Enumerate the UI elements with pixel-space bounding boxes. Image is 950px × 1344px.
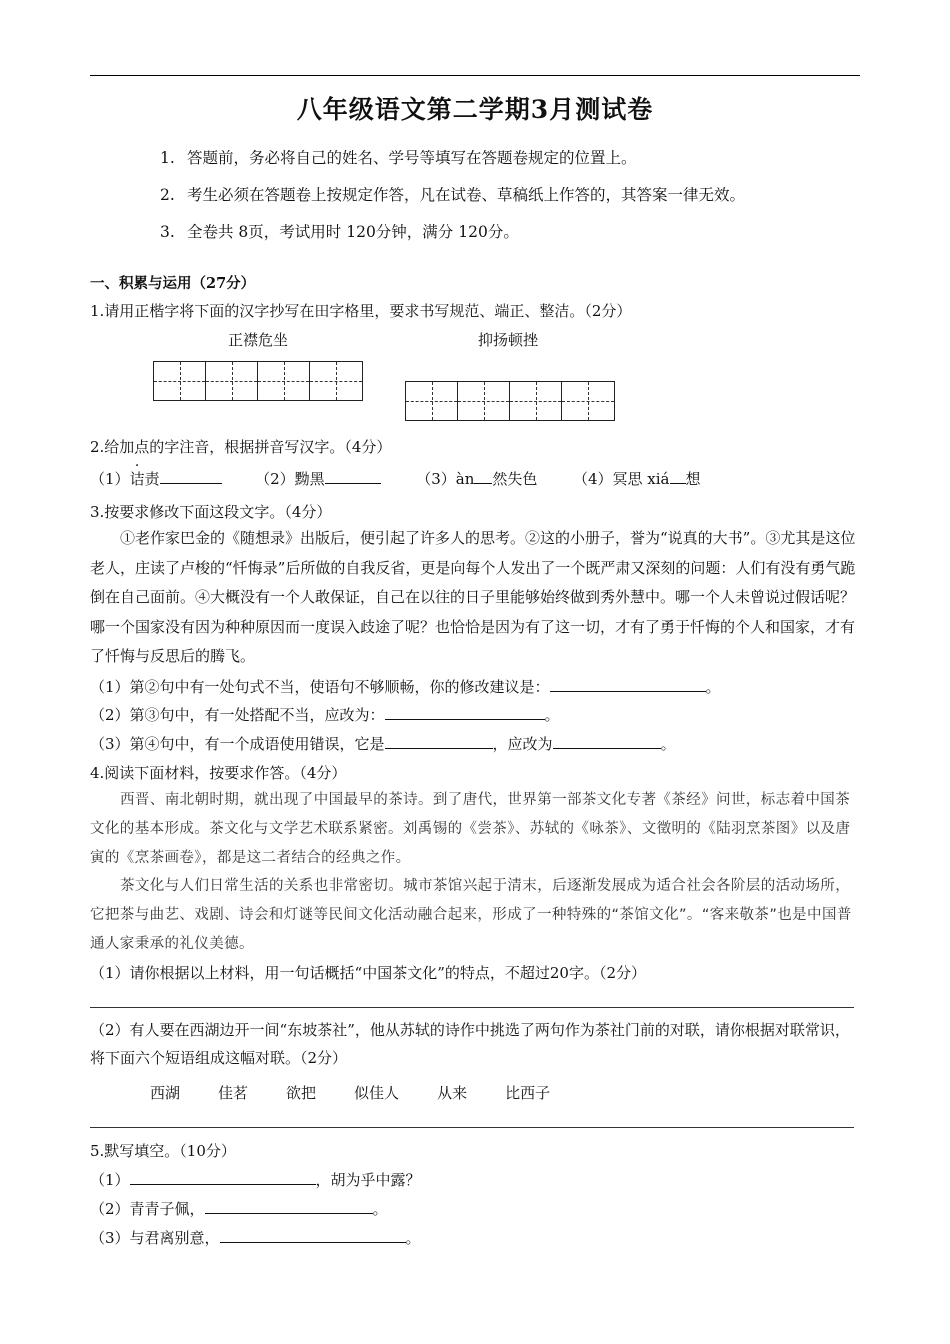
item-text: （3）àn: [416, 470, 475, 488]
writing-grid-1[interactable]: [153, 361, 363, 401]
answer-blank[interactable]: [160, 469, 222, 484]
answer-blank[interactable]: [130, 1170, 316, 1185]
phrase: 佳茗: [218, 1084, 249, 1102]
punct: 。: [544, 706, 560, 724]
copy-word-1: 正襟危坐: [228, 331, 289, 349]
q3-sub-1: [90, 676, 721, 697]
answer-blank[interactable]: [220, 1228, 406, 1243]
q5-item-1: [90, 1169, 421, 1190]
item-text: 想: [685, 470, 701, 488]
answer-blank[interactable]: [385, 734, 493, 749]
answer-blank[interactable]: [550, 677, 706, 692]
phrase: 西湖: [150, 1084, 181, 1102]
answer-line[interactable]: [90, 1127, 854, 1128]
q4-sub-1: （1）请你根据以上材料，用一句话概括“中国茶文化”的特点，不超过20字。（2分）: [90, 964, 647, 982]
answer-blank[interactable]: [670, 469, 686, 484]
question-1: 1.请用正楷字将下面的汉字抄写在田字格里，要求书写规范、端正、整洁。（2分）: [90, 302, 632, 320]
item-text: 然失色: [492, 470, 538, 488]
item-text: （2）黝黑: [255, 470, 325, 488]
item-text: （4）冥思 xiá: [572, 470, 670, 488]
notice-number: 2.: [160, 186, 175, 204]
item-text: （3）与君离别意，: [90, 1229, 220, 1247]
grid-cell[interactable]: [258, 362, 310, 400]
phrase: 比西子: [505, 1084, 551, 1102]
question-4: 4.阅读下面材料，按要求作答。（4分）: [90, 764, 347, 782]
question-2-items: [90, 468, 701, 489]
q4-material-para-2: 茶文化与人们日常生活的关系也非常密切。城市茶馆兴起于清末，后逐渐发展成为适合社会各阶层的活动场所，它把茶与曲艺、戏剧、诗会和灯谜等民间文化活动融合起来，形成了一种特殊的“茶馆文化”。“客来敬茶”也是中国普通人家秉承的礼仪美德。: [90, 878, 852, 952]
punct: 。: [660, 735, 676, 753]
answer-blank[interactable]: [205, 1199, 373, 1214]
item-prefix: （1）: [90, 470, 130, 488]
grid-cell[interactable]: [458, 382, 510, 420]
notice-number: 3.: [160, 223, 175, 241]
q5-item-3: [90, 1227, 421, 1248]
question-2: 2.给加点的字注音，根据拼音写汉字。（4分）: [90, 438, 392, 456]
notice-3: [160, 220, 519, 242]
q5-item-2: [90, 1198, 388, 1219]
writing-grid-2[interactable]: [405, 381, 615, 421]
punct: 。: [705, 678, 721, 696]
notice-text: 考生必须在答题卷上按规定作答，凡在试卷、草稿纸上作答的，其答案一律无效。: [187, 186, 746, 204]
question-5: 5.默写填空。（10分）: [90, 1142, 236, 1160]
page-title: 八年级语文第二学期3月测试卷: [296, 95, 654, 124]
grid-cell[interactable]: [206, 362, 258, 400]
grid-cell[interactable]: [406, 382, 458, 420]
phrase: 似佳人: [354, 1084, 400, 1102]
section-heading: 一、积累与运用（27分）: [90, 275, 256, 292]
item-text: （2）青青子佩，: [90, 1200, 205, 1218]
top-rule: [90, 75, 860, 76]
grid-cell[interactable]: [154, 362, 206, 400]
punct: 。: [405, 1229, 421, 1247]
answer-blank[interactable]: [325, 469, 381, 484]
q3-passage: ①老作家巴金的《随想录》出版后，便引起了许多人的思考。②这的小册子，誉为“说真的大书”。③尤其是这位老人，庄读了卢梭的“忏悔录”后所做的自我反省，更是向每个人发出了一个既严肃又深刻的问题：人们有没有勇气跪倒在自己面前。④大概没有一个人敢保证，自己在以往的日子里能够始终做到秀外慧中。哪一个人未曾说过假话呢？哪一个国家没有因为种种原因而一度误入歧途了呢？也恰恰是因为有了这一切，才有了勇于忏悔的个人和国家，才有了忏悔与反思后的腾飞。: [90, 529, 856, 665]
item-prefix: （1）: [90, 1171, 130, 1189]
answer-line[interactable]: [90, 1007, 854, 1008]
phrase: 欲把: [286, 1084, 317, 1102]
grid-cell[interactable]: [310, 362, 362, 400]
answer-blank[interactable]: [385, 705, 545, 720]
notice-2: [160, 183, 745, 205]
phrase: 从来: [437, 1084, 468, 1102]
notice-text: 全卷共 8页，考试用时 120分钟，满分 120分。: [187, 223, 519, 241]
dotted-char: 诘: [129, 470, 145, 488]
sub-text: （3）第④句中，有一个成语使用错误，它是: [90, 735, 385, 753]
sub-text: ，应改为: [492, 735, 553, 753]
question-3: 3.按要求修改下面这段文字。（4分）: [90, 503, 332, 521]
notice-1: [160, 146, 637, 168]
sub-text: （1）第②句中有一处句式不当，使语句不够顺畅，你的修改建议是：: [90, 678, 550, 696]
grid-cell[interactable]: [510, 382, 562, 420]
q3-sub-2: [90, 704, 560, 725]
q4-material-para-1: 西晋、南北朝时期，就出现了中国最早的茶诗。到了唐代，世界第一部茶文化专著《茶经》问世，标志着中国茶文化的基本形成。茶文化与文学艺术联系紧密。刘禹锡的《尝茶》、苏轼的《咏茶》、文徵明的《陆羽烹茶图》以及唐寅的《烹茶画卷》，都是这二者结合的经典之作。: [90, 792, 851, 866]
answer-blank[interactable]: [474, 469, 492, 484]
item-text: 责: [144, 470, 160, 488]
q4-sub-2: （2）有人要在西湖边开一间“东坡茶社”，他从苏轼的诗作中挑选了两句作为茶社门前的对联，请你根据对联常识，将下面六个短语组成这幅对联。（2分）: [90, 1021, 850, 1067]
q4-phrase-list: [150, 1082, 588, 1103]
copy-word-2: 抑扬顿挫: [478, 331, 539, 349]
answer-blank[interactable]: [553, 734, 661, 749]
grid-cell[interactable]: [562, 382, 614, 420]
punct: 。: [372, 1200, 388, 1218]
item-text: ，胡为乎中露？: [315, 1171, 421, 1189]
notice-number: 1.: [160, 149, 175, 167]
sub-text: （2）第③句中，有一处搭配不当，应改为：: [90, 706, 385, 724]
q3-sub-3: [90, 733, 676, 754]
notice-text: 答题前，务必将自己的姓名、学号等填写在答题卷规定的位置上。: [187, 149, 637, 167]
